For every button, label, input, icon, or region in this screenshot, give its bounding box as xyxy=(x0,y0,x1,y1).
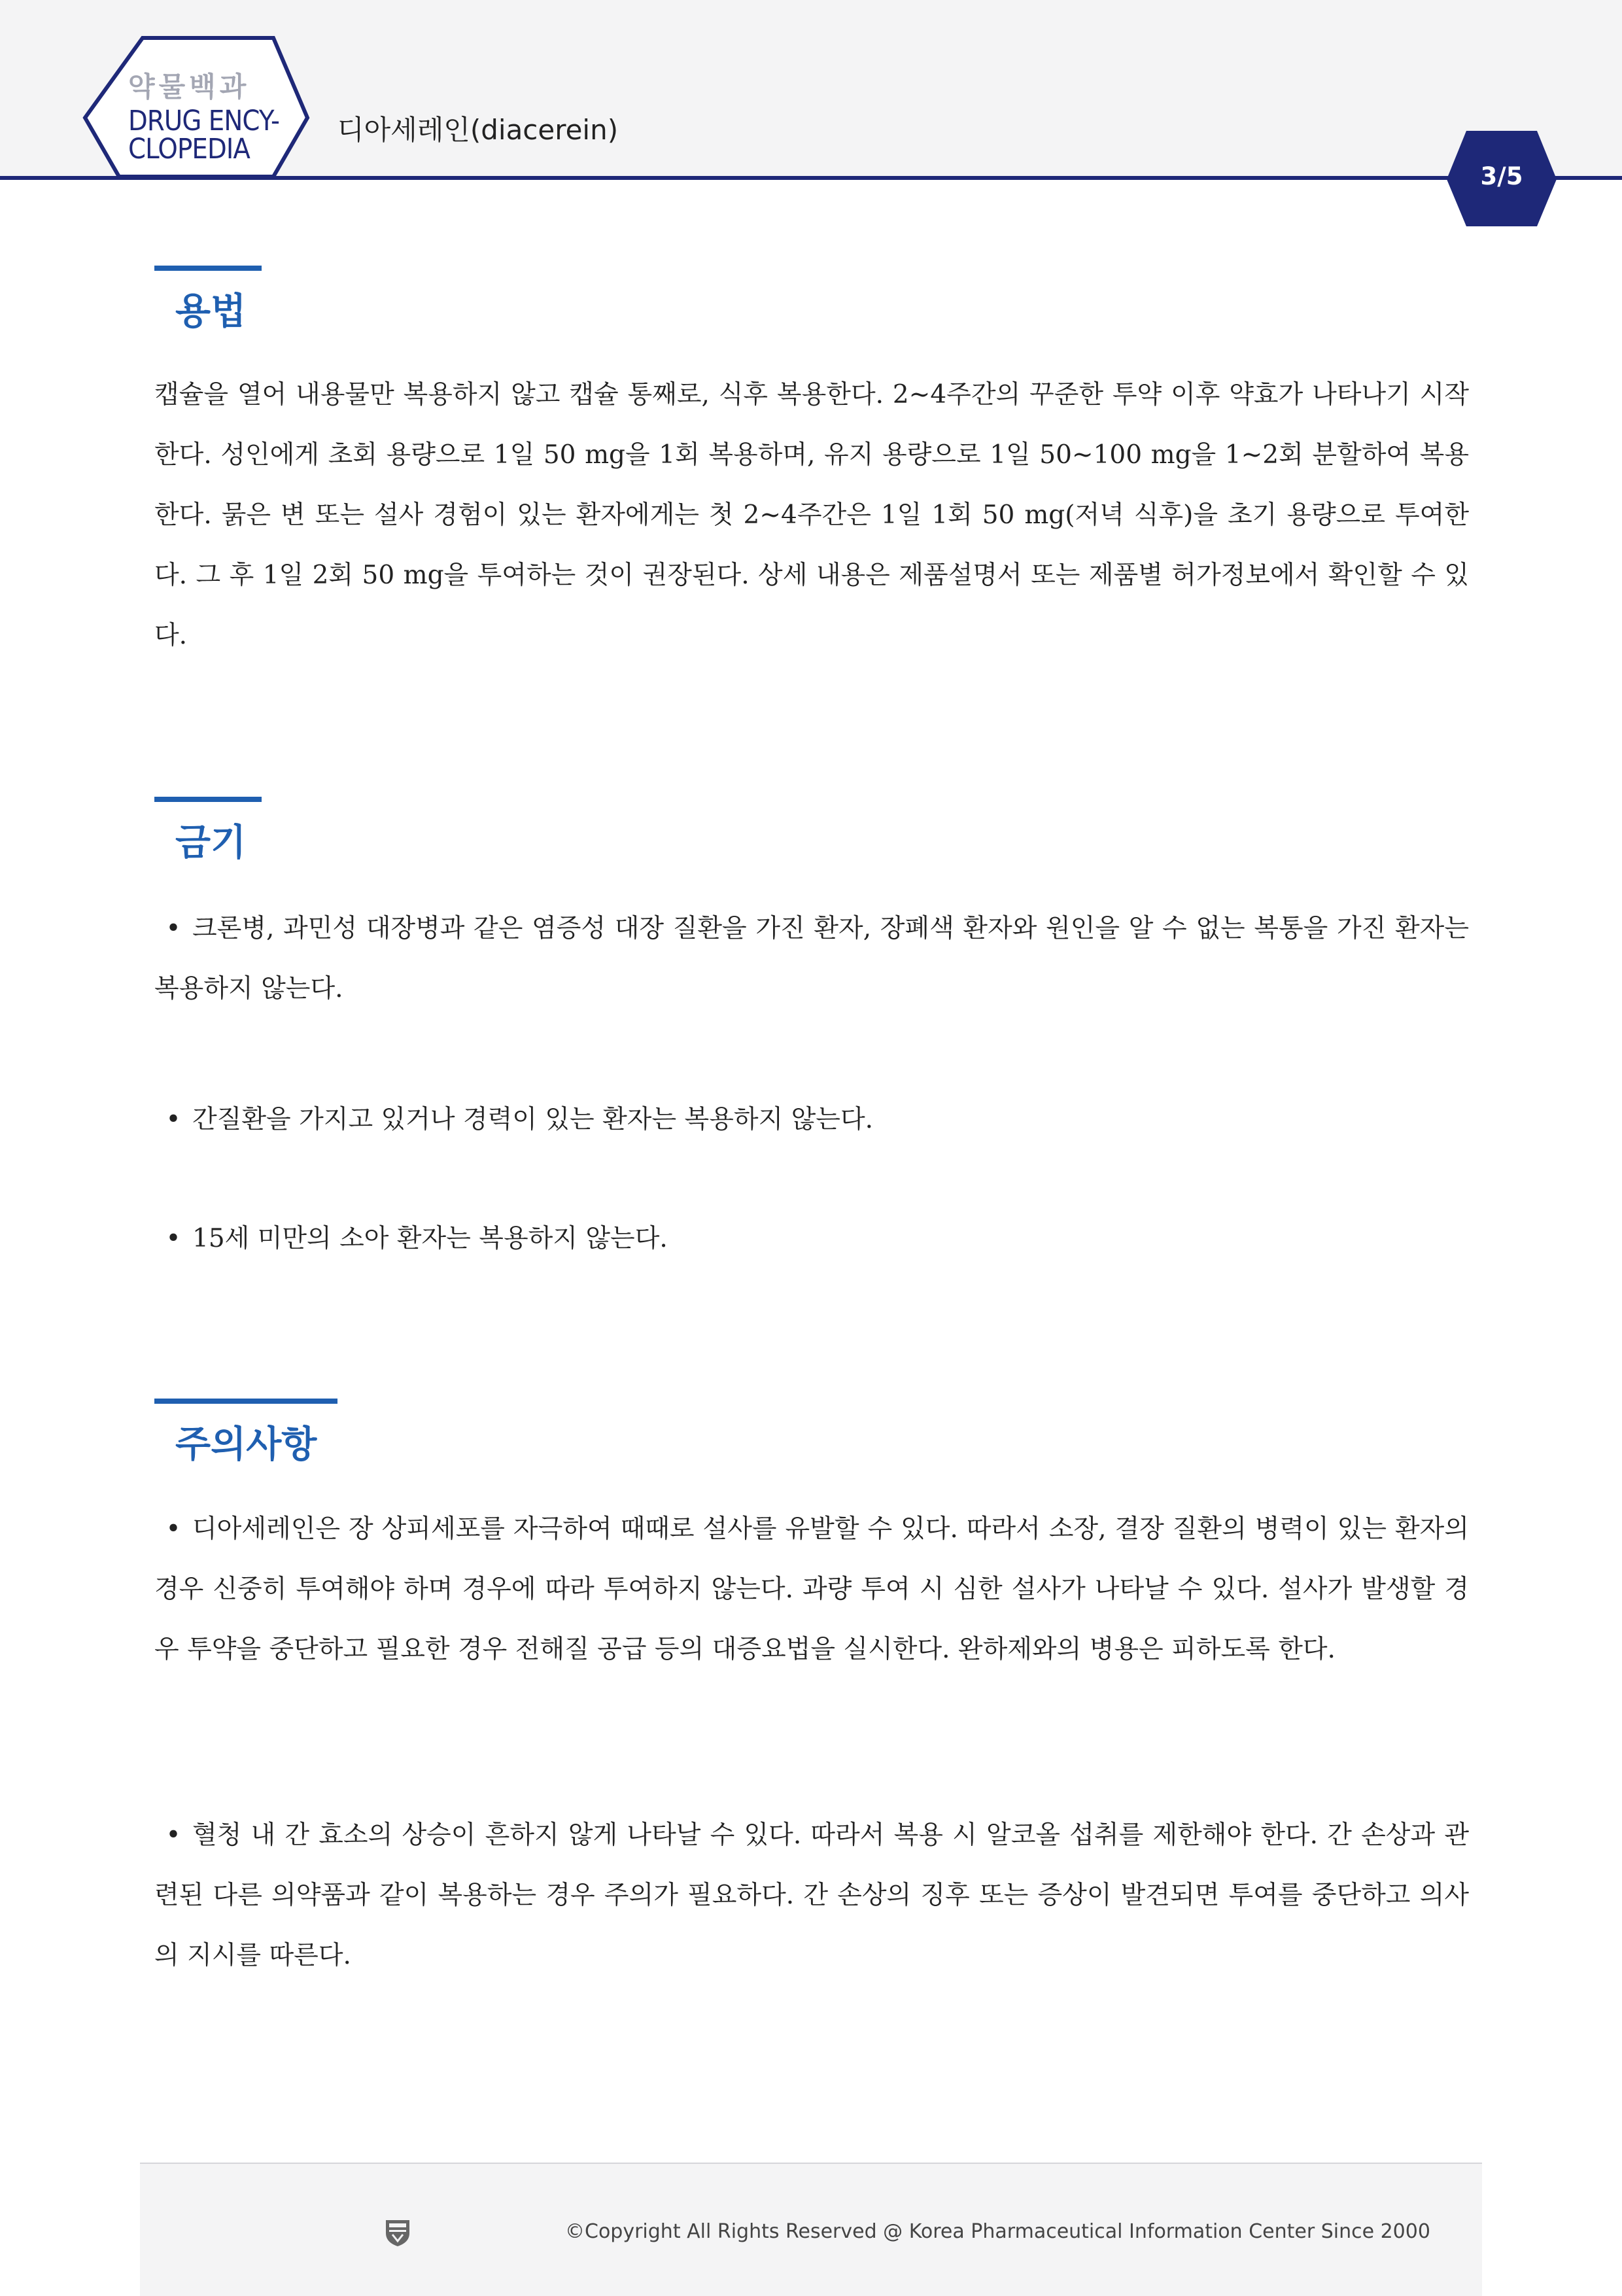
list-item xyxy=(154,1090,1469,1150)
bullet-icon: • xyxy=(165,1224,181,1253)
bullet-icon: • xyxy=(165,1105,181,1134)
footer xyxy=(140,2163,1482,2296)
list-item xyxy=(154,1805,1469,1986)
crest-icon xyxy=(383,2218,412,2248)
page-number: 3/5 xyxy=(1480,162,1523,190)
bullet-icon: • xyxy=(165,914,181,943)
logo xyxy=(128,73,298,164)
bullet-icon: • xyxy=(165,1514,181,1544)
bullet-icon: • xyxy=(165,1820,181,1850)
section-bar xyxy=(154,1399,337,1404)
list-item xyxy=(154,899,1469,1019)
list-item-text: 디아세레인은 장 상피세포를 자극하여 때때로 설사를 유발할 수 있다. 따라서 소장, 결장 질환의 병력이 있는 환자의 경우 신중히 투여해야 하며 경우에 따라 투여하지 않는다. 과량 투여 시 심한 설사가 나타날 수 있다. 설사가 발생할 경우 투약을 중단하고 필요한 경우 전해질 공급 등의 대증요법을 실시한다. 완하제와의 병용은 피하도록 한다. xyxy=(154,1514,1469,1664)
section-bar xyxy=(154,797,262,802)
section-bar xyxy=(154,266,262,271)
dosage-body xyxy=(154,365,1469,666)
copyright-text: ©Copyright All Rights Reserved @ Korea Pharmaceutical Information Center Since 2000 xyxy=(565,2220,1430,2243)
section-dosage xyxy=(154,266,1469,335)
section-title: 주의사항 xyxy=(175,1423,317,1466)
dosage-paragraph: 캡슐을 열어 내용물만 복용하지 않고 캡슐 통째로, 식후 복용한다. 2~4주간의 꾸준한 투약 이후 약효가 나타나기 시작한다. 성인에게 초회 용량으로 1일 50 mg을 1회 복용하며, 유지 용량으로 1일 50~100 mg을 1~2회 분할하여 복용한다. 묽은 변 또는 설사 경험이 있는 환자에게는 첫 2~4주간은 1일 1회 50 mg(저녁 식후)을 초기 용량으로 투여한다. 그 후 1일 2회 50 mg을 투여하는 것이 권장된다. 상세 내용은 제품설명서 또는 제품별 허가정보에서 확인할 수 있다. xyxy=(154,380,1469,650)
list-item xyxy=(154,1499,1469,1680)
document-title: 디아세레인(diacerein) xyxy=(337,114,619,146)
list-item xyxy=(154,1209,1469,1269)
section-title: 용법 xyxy=(175,290,247,333)
list-item-text: 15세 미만의 소아 환자는 복용하지 않는다. xyxy=(192,1224,668,1253)
logo-english-line2: CLOPEDIA xyxy=(128,133,250,165)
list-item-text: 혈청 내 간 효소의 상승이 흔하지 않게 나타날 수 있다. 따라서 복용 시 알코올 섭취를 제한해야 한다. 간 손상과 관련된 다른 의약품과 같이 복용하는 경우 주의가 필요하다. 간 손상의 징후 또는 증상이 발견되면 투여를 중단하고 의사의 지시를 따른다. xyxy=(154,1820,1469,1970)
section-precautions xyxy=(154,1399,1469,1468)
logo-english-line1: DRUG ENCY- xyxy=(128,105,280,137)
section-title: 금기 xyxy=(175,822,247,864)
list-item-text: 크론병, 과민성 대장병과 같은 염증성 대장 질환을 가진 환자, 장폐색 환자와 원인을 알 수 없는 복통을 가진 환자는 복용하지 않는다. xyxy=(154,914,1469,1003)
logo-korean: 약물백과 xyxy=(128,71,250,103)
section-contraindications xyxy=(154,797,1469,866)
list-item-text: 간질환을 가지고 있거나 경력이 있는 환자는 복용하지 않는다. xyxy=(192,1105,874,1134)
